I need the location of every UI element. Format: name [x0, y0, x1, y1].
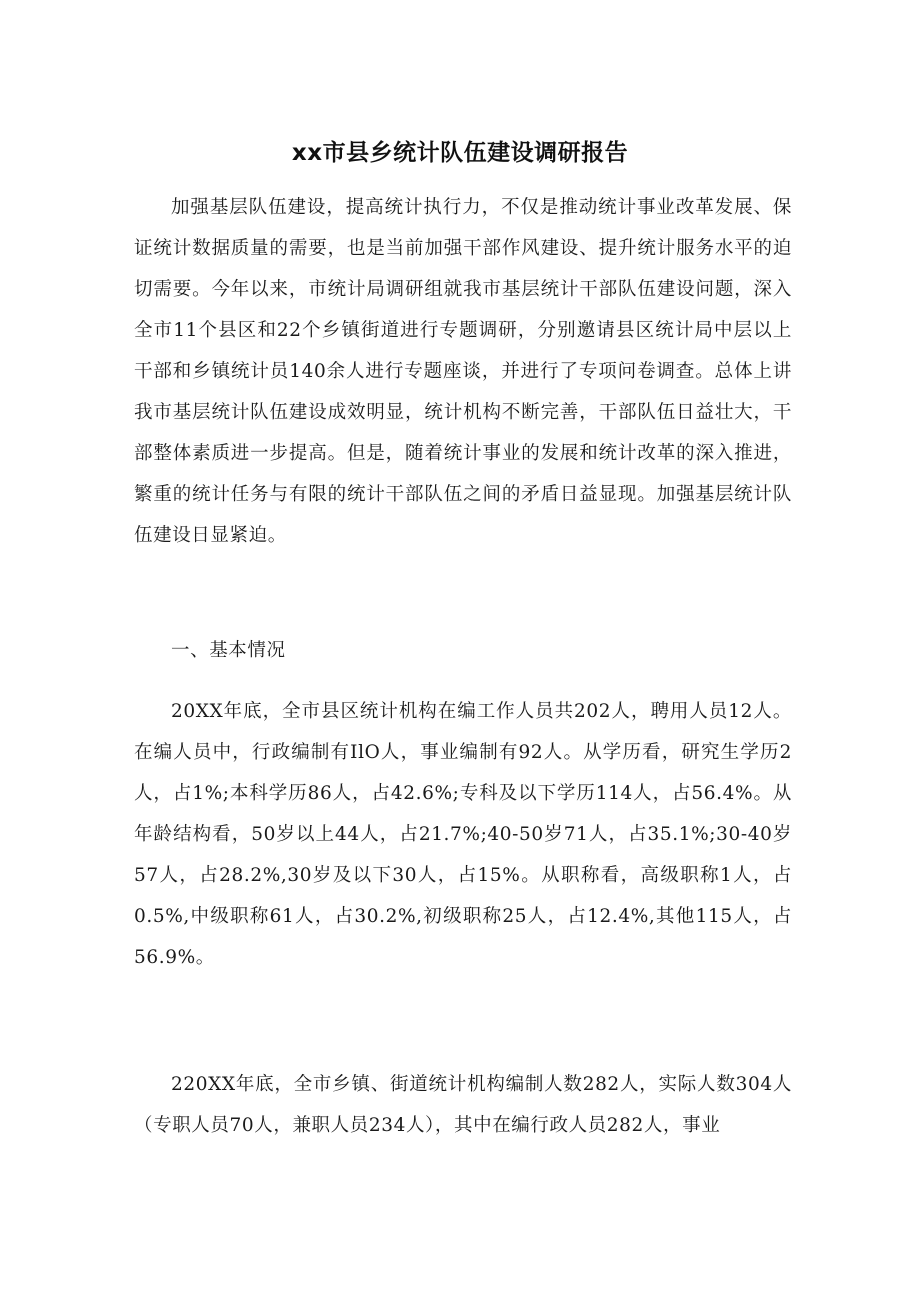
section-heading-basic-situation: 一、基本情况 — [171, 640, 286, 661]
intro-paragraph: 加强基层队伍建设，提高统计执行力，不仅是推动统计事业改革发展、保证统计数据质量的需要，也是当前加强干部作风建设、提升统计服务水平的迫切需要。今年以来，市统计局调研组就我市基层统计干部队伍建设问题，深入全市11个县区和22个乡镇街道进行专题调研，分别邀请县区统计局中层以上干部和乡镇统计员140余人进行专题座谈，并进行了专项问卷调查。总体上讲我市基层统计队伍建设成效明显，统计机构不断完善，干部队伍日益壮大，干部整体素质进一步提高。但是，随着统计事业的发展和统计改革的深入推进，繁重的统计任务与有限的统计干部队伍之间的矛盾日益显现。加强基层统计队伍建设日显紧迫。 — [134, 197, 792, 546]
document-title: xx市县乡统计队伍建设调研报告 — [291, 140, 629, 166]
county-staff-paragraph: 20XX年底，全市县区统计机构在编工作人员共202人，聘用人员12人。在编人员中，行政编制有IlO人，事业编制有92人。从学历看，研究生学历2人，占1%;本科学历86人，占42.6%;专科及以下学历114人，占56.4%。从年龄结构看，50岁以上44人，占21.7%;40-50岁71人，占35.1%;30-40岁57人，占28.2%,30岁及以下30人，占15%。从职称看，高级职称1人，占0.5%,中级职称61人，占30.2%,初级职称25人，占12.4%,其他115人，占56.9%。 — [134, 701, 792, 968]
township-staff-paragraph: 220XX年底，全市乡镇、街道统计机构编制人数282人，实际人数304人（专职人员70人，兼职人员234人），其中在编行政人员282人，事业 — [134, 1074, 792, 1136]
